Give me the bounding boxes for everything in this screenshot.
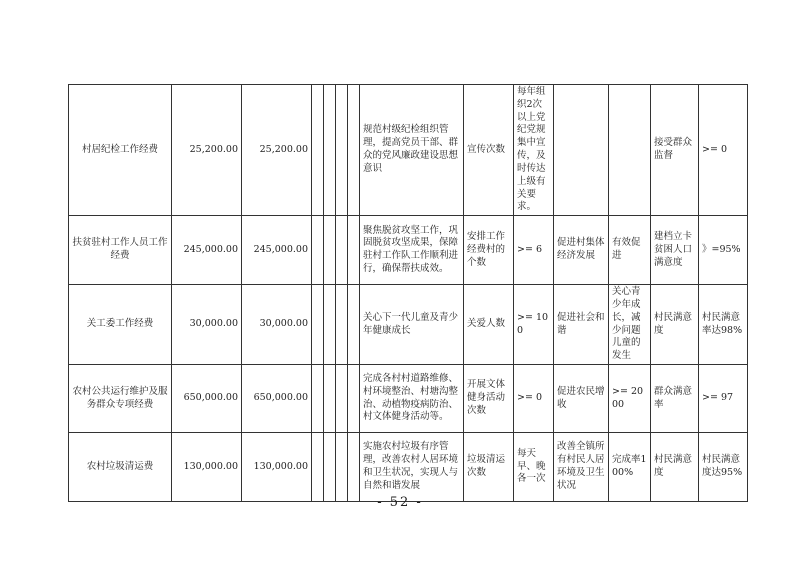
effect-value: 完成率100% [609,433,651,502]
performance-goal: 完成各村村道路维修、村环境整治、村塘沟整治、动植物疫病防治、村文体健身活动等。 [360,365,464,433]
output-value: 每天早、晚各一次 [514,433,554,502]
empty-cell [324,433,336,502]
project-name: 农村垃圾清运费 [69,433,172,502]
effect-value: >= 2000 [609,365,651,433]
satisfaction-value: >= 0 [699,85,748,216]
empty-cell [336,285,348,365]
empty-cell [336,433,348,502]
satisfaction-indicator: 村民满意度 [651,433,699,502]
effect-indicator [554,85,609,216]
output-indicator: 关爱人数 [464,285,514,365]
project-name: 扶贫驻村工作人员工作经费 [69,216,172,285]
effect-indicator: 促进农民增收 [554,365,609,433]
empty-cell [348,433,360,502]
total-amount: 30,000.00 [172,285,242,365]
finance-amount: 30,000.00 [242,285,312,365]
table-row [69,365,748,433]
finance-amount: 650,000.00 [242,365,312,433]
satisfaction-indicator: 群众满意率 [651,365,699,433]
effect-indicator: 改善全镇所有村民人居环境及卫生状况 [554,433,609,502]
output-value: 每年组织2次以上党纪党规集中宣传，及时传达上级有关要求。 [514,85,554,216]
empty-cell [348,216,360,285]
satisfaction-value: 》=95% [699,216,748,285]
performance-goal: 实施农村垃圾有序管理，改善农村人居环境和卫生状况，实现人与自然和谐发展 [360,433,464,502]
table-row [69,285,748,365]
finance-amount: 245,000.00 [242,216,312,285]
table-row [69,216,748,285]
effect-indicator: 促进社会和谐 [554,285,609,365]
output-indicator: 开展文体健身活动次数 [464,365,514,433]
total-amount: 130,000.00 [172,433,242,502]
satisfaction-value: >= 97 [699,365,748,433]
empty-cell [324,285,336,365]
output-value: >= 0 [514,365,554,433]
total-amount: 650,000.00 [172,365,242,433]
satisfaction-value: 村民满意率达98% [699,285,748,365]
finance-amount: 25,200.00 [242,85,312,216]
empty-cell [336,365,348,433]
empty-cell [336,216,348,285]
effect-indicator: 促进村集体经济发展 [554,216,609,285]
satisfaction-value: 村民满意度达95% [699,433,748,502]
performance-goal: 关心下一代儿童及青少年健康成长 [360,285,464,365]
table-row [69,433,748,502]
total-amount: 25,200.00 [172,85,242,216]
empty-cell [312,85,324,216]
empty-cell [312,365,324,433]
empty-cell [324,216,336,285]
performance-goal: 规范村级纪检组织管理，提高党员干部、群众的党风廉政建设思想意识 [360,85,464,216]
effect-value: 关心青少年成长，减少问题儿童的发生 [609,285,651,365]
empty-cell [348,285,360,365]
satisfaction-indicator: 村民满意度 [651,285,699,365]
output-indicator: 宣传次数 [464,85,514,216]
empty-cell [324,365,336,433]
satisfaction-indicator: 建档立卡贫困人口满意度 [651,216,699,285]
empty-cell [348,85,360,216]
total-amount: 245,000.00 [172,216,242,285]
finance-amount: 130,000.00 [242,433,312,502]
effect-value: 有效促进 [609,216,651,285]
empty-cell [348,365,360,433]
page-number: - 52 - [377,495,423,510]
satisfaction-indicator: 接受群众监督 [651,85,699,216]
table-row [69,85,748,216]
project-name: 村居纪检工作经费 [69,85,172,216]
output-value: >= 6 [514,216,554,285]
output-indicator: 垃圾清运次数 [464,433,514,502]
budget-table [68,84,748,502]
empty-cell [324,85,336,216]
empty-cell [312,216,324,285]
project-name: 农村公共运行维护及服务群众专项经费 [69,365,172,433]
performance-goal: 聚焦脱贫攻坚工作，巩固脱贫攻坚成果，保障驻村工作队工作顺利进行，确保帮扶成效。 [360,216,464,285]
empty-cell [312,433,324,502]
output-indicator: 安排工作经费村的个数 [464,216,514,285]
empty-cell [312,285,324,365]
effect-value [609,85,651,216]
output-value: >= 100 [514,285,554,365]
project-name: 关工委工作经费 [69,285,172,365]
empty-cell [336,85,348,216]
